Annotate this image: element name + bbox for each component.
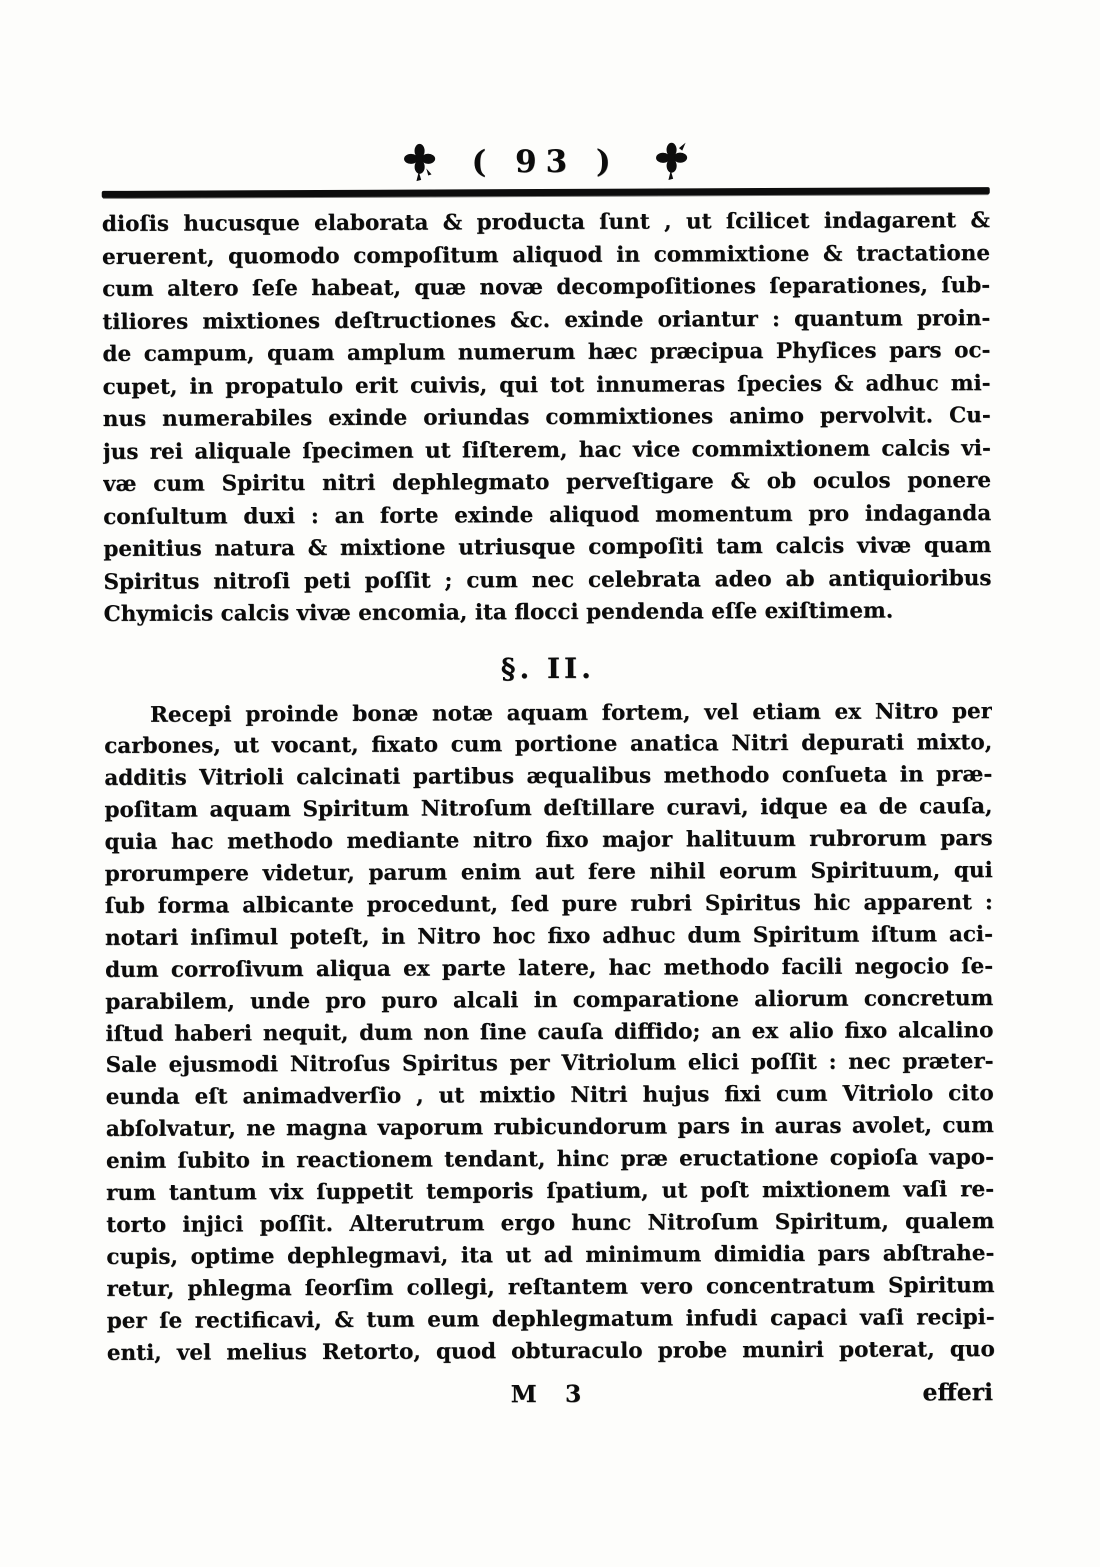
text-line: enim ſubito in reactionem tendant, hinc præ eructatione copioſa vapo- [105,1145,995,1175]
page-content [101,0,995,1417]
signature-mark: M 3 [510,1379,592,1408]
text-line: per ſe rectificavi, & tum eum dephlegmatum infudi capaci vaſi recipi- [106,1304,995,1334]
text-line: poſitam aquam Spiritum Nitroſum deſtillare curavi, idque ea de cauſa, [104,794,993,824]
text-line: retur, phlegma ſeorſim collegi, reſtantem vero concentratum Spiritum [106,1272,995,1302]
text-line: additis Vitrioli calcinati partibus æqualibus methodo conſueta in præ- [104,762,993,792]
text-line: Spiritus nitroſi peti poſſit ; cum nec celebrata adeo ab antiquioribus [103,565,992,595]
text-line: rum tantum vix ſuppetit temporis ſpatium, ut poſt mixtionem vaſi re- [106,1177,995,1207]
text-line: Recepi proinde bonæ notæ aquam fortem, vel etiam ex Nitro per [149,698,993,728]
text-line: enti, vel melius Retorto, quod obturaculo probe muniri poterat, quo [106,1336,995,1366]
text-line: abſolvatur, ne magna vaporum rubicundorum pars in auras avolet, cum [105,1113,994,1143]
text-line: carbones, ut vocant, fixato cum portione anatica Nitri depurati mixto, [104,730,993,760]
text-line: jus rei aliquale ſpecimen ut ſiſterem, hac vice commixtionem calcis vi- [102,435,991,465]
text-line: Chymicis calcis vivæ encomia, ita flocci pendenda eſſe exiſtimem. [103,598,894,627]
page-header [102,134,990,190]
text-line: tiliores mixtiones deſtructiones &c. exinde oriantur : quantum proin- [102,305,991,335]
text-line: eruerent, quomodo compoſitum aliquod in commixtione & tractatione [101,240,991,270]
text-line: Sale ejusmodi Nitroſus Spiritus per Vitriolum elici poſſit : nec præter- [105,1049,994,1079]
text-line: torto injici poſſit. Alterutrum ergo hunc Nitroſum Spiritum, qualem [106,1209,995,1238]
text-line: cupis, optime dephlegmavi, ita ut ad minimum dimidia pars abſtrahe- [106,1240,995,1270]
text-line: quia hac methodo mediante nitro fixo major halituum rubrorum pars [104,826,993,856]
text-line: nus numerabiles exinde oriundas commixtiones animo pervolvit. Cu- [102,403,991,432]
text-line: penitius natura & mixtione utriusque compoſiti tam calcis vivæ quam [103,533,992,562]
text-line: væ cum Spiritu nitri dephlegmato perveſtigare & ob oculos ponere [102,468,992,497]
page-footer [107,1378,995,1418]
text-line: iſtud haberi nequit, dum non ſine cauſa diffido; an ex alio fixo alcalino [105,1017,994,1047]
paragraph-section-2 [104,696,995,1370]
fleuron-icon [654,141,690,181]
text-line: cupet, in propatulo erit cuivis, qui tot innumeras ſpecies & adhuc mi- [102,370,991,400]
text-line: de campum, quam amplum numerum hæc præcipua Phyſices pars oc- [102,338,991,367]
text-line: ſub forma albicante procedunt, ſed pure rubri Spiritus hic apparent : [104,889,993,919]
text-line: eunda eſt animadverſio , ut mixtio Nitri hujus fixi cum Vitriolo cito [105,1081,994,1111]
page-number: ( 93 ) [471,143,620,181]
text-line: prorumpere videtur, parum enim aut fere nihil eorum Spirituum, qui [104,858,993,887]
text-line: cum altero ſeſe habeat, quæ novæ decompoſitiones ſeparationes, ſub- [102,273,991,302]
section-heading: §. II. [500,651,595,685]
fleuron-icon [402,142,438,182]
text-line: notari inſimul poteſt, in Nitro hoc fixo adhuc dum Spiritum iſtum aci- [104,921,994,951]
text-line: conſultum duxi : an forte exinde aliquod momentum pro indaganda [103,500,992,530]
text-line: dioſis hucusque elaborata & producta ſunt , ut ſcilicet indagarent & [101,208,990,237]
text-line: dum corroſivum aliqua ex parte latere, hac methodo facili negocio ſe- [105,953,994,983]
catchword: efferi [922,1377,994,1406]
paragraph-continuation [102,205,992,631]
text-line: parabilem, unde pro puro alcali in comparatione aliorum concretum [105,985,994,1015]
